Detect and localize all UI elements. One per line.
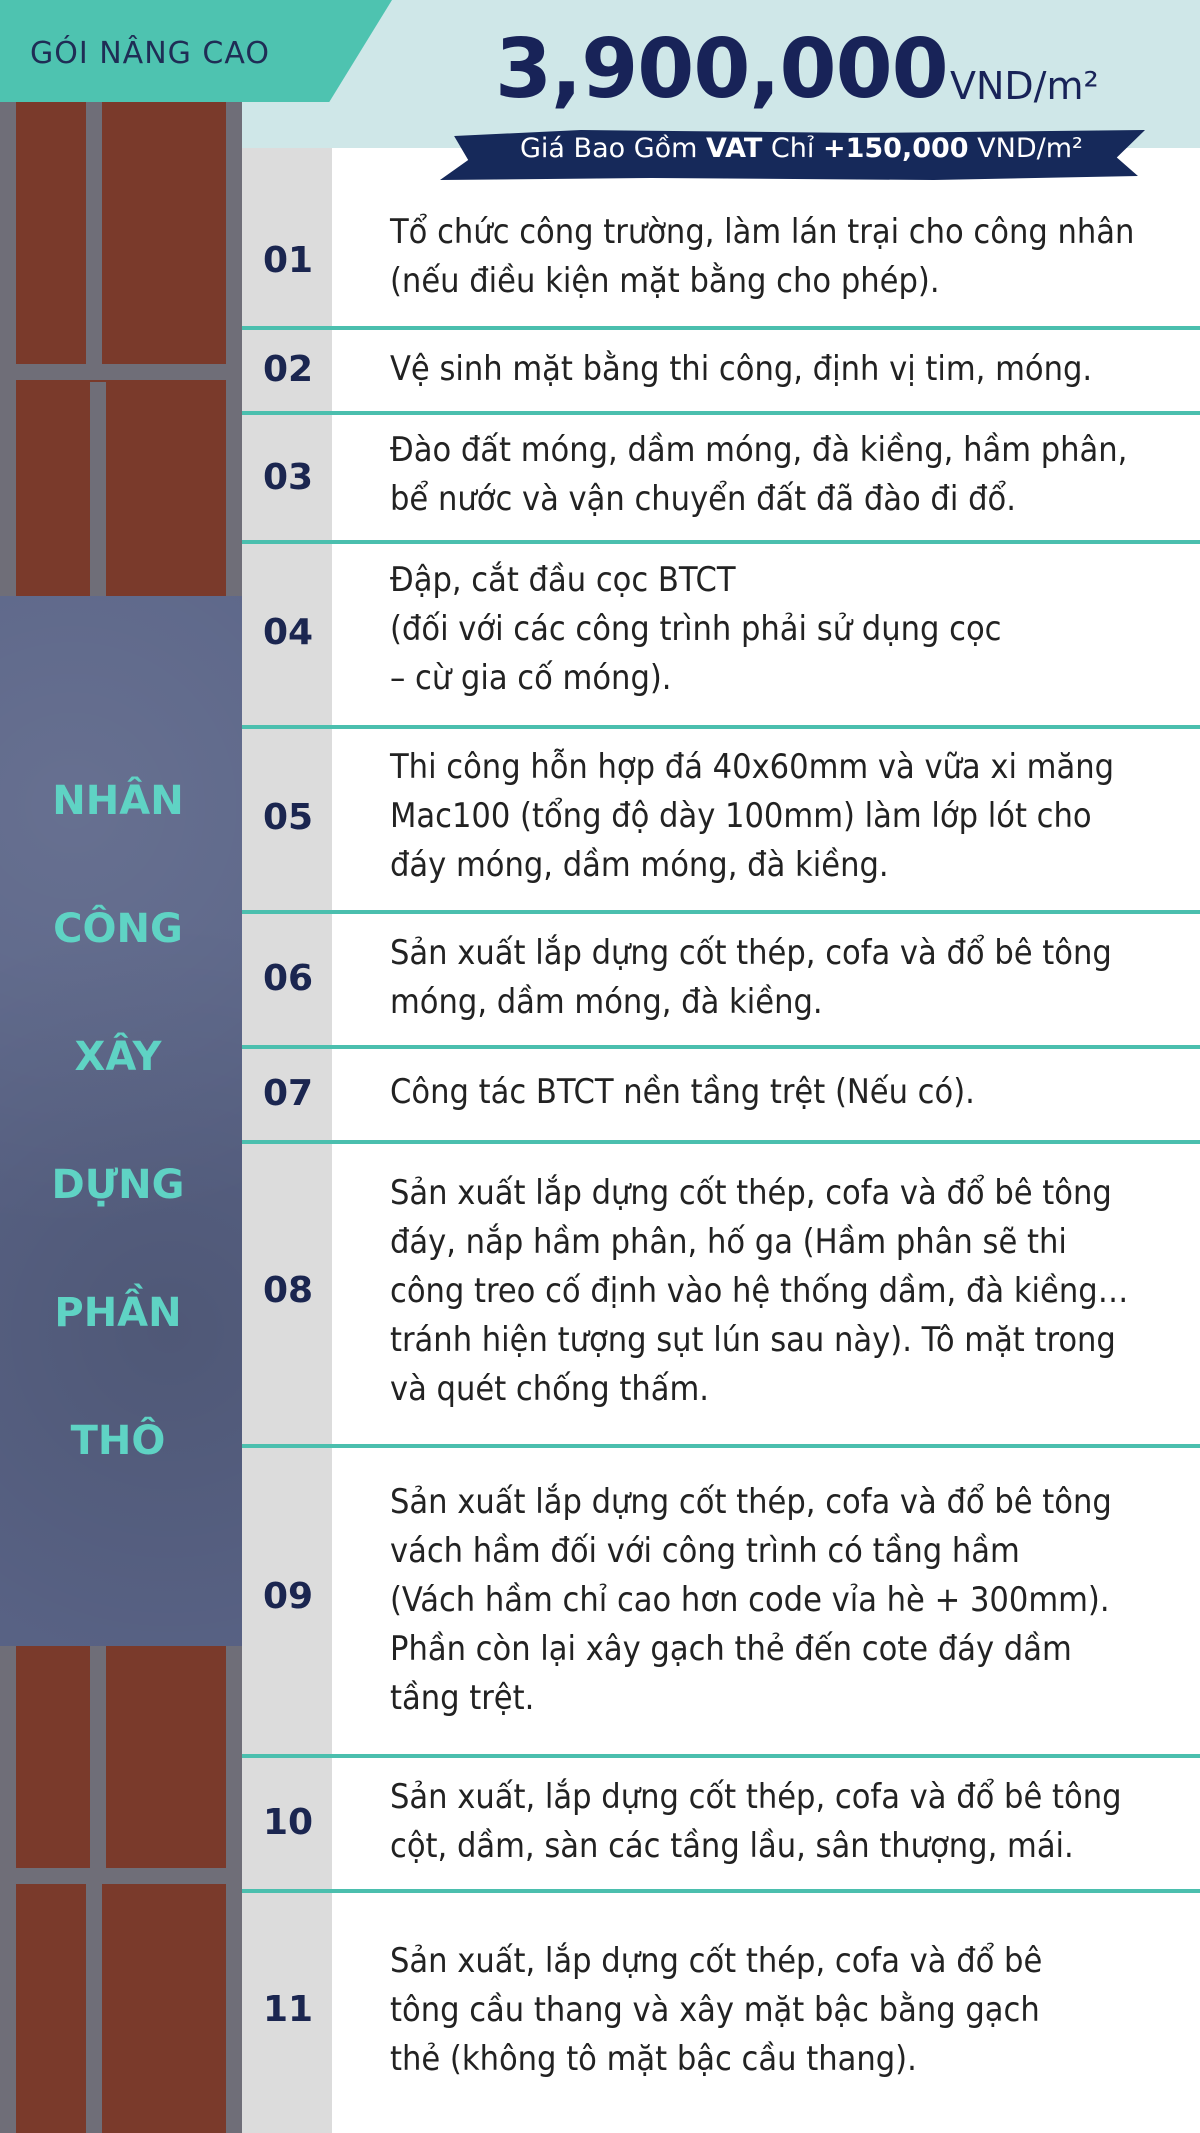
mortar-joint xyxy=(0,364,242,380)
list-item xyxy=(242,1448,1200,1754)
list-item xyxy=(242,544,1200,726)
item-number: 10 xyxy=(262,1802,314,1843)
vat-note-suffix: VND/m² xyxy=(968,133,1083,164)
mortar-joint xyxy=(226,1646,242,2133)
item-number: 09 xyxy=(262,1576,314,1617)
vat-note-vat: VAT xyxy=(706,133,763,164)
mortar-joint xyxy=(90,1646,106,1876)
mortar-joint xyxy=(0,102,16,596)
mortar-joint xyxy=(0,1868,242,1884)
item-number: 03 xyxy=(262,457,314,498)
mortar-joint xyxy=(226,102,242,596)
item-text: Đào đất móng, dầm móng, đà kiềng, hầm phân, bể nước và vận chuyển đất đã đào đi đổ. xyxy=(390,430,1128,519)
vat-note-middle: Chỉ xyxy=(762,133,823,164)
price-value: 3,900,000 xyxy=(495,22,948,117)
package-label: GÓI NÂNG CAO xyxy=(30,36,270,71)
item-text: Vệ sinh mặt bằng thi công, định vị tim, móng. xyxy=(390,349,1093,389)
list-item xyxy=(242,1758,1200,1890)
list-item xyxy=(242,1144,1200,1444)
item-number: 11 xyxy=(262,1989,314,2030)
item-text: Thi công hỗn hợp đá 40x60mm và vữa xi măng Mac100 (tổng độ dày 100mm) làm lớp lót cho đáy móng, dầm móng, đà kiềng. xyxy=(390,747,1115,885)
item-text: Sản xuất, lắp dựng cốt thép, cofa và đổ bê tông cột, dầm, sàn các tầng lầu, sân thượng, mái. xyxy=(390,1777,1122,1866)
vat-note-prefix: Giá Bao Gồm xyxy=(520,133,707,164)
item-text: Tổ chức công trường, làm lán trại cho công nhân (nếu điều kiện mặt bằng cho phép). xyxy=(390,212,1135,301)
side-title-word: XÂY xyxy=(74,1034,162,1080)
item-number: 01 xyxy=(262,240,314,281)
mortar-joint xyxy=(86,102,102,372)
item-text: Đập, cắt đầu cọc BTCT (đối với các công trình phải sử dụng cọc – cừ gia cố móng). xyxy=(390,560,1002,698)
item-number: 02 xyxy=(262,349,314,390)
item-text: Sản xuất lắp dựng cốt thép, cofa và đổ bê tông móng, dầm móng, đà kiềng. xyxy=(390,933,1112,1022)
item-text: Sản xuất, lắp dựng cốt thép, cofa và đổ bê tông cầu thang và xây mặt bậc bằng gạch thẻ (không tô mặt bậc cầu thang). xyxy=(390,1941,1043,2079)
vat-note-amount: +150,000 xyxy=(822,133,969,164)
list-item xyxy=(242,914,1200,1046)
side-title-word: NHÂN xyxy=(52,778,184,824)
list-item xyxy=(242,1049,1200,1141)
list-item xyxy=(242,415,1200,541)
list-item xyxy=(242,148,1200,328)
item-number: 07 xyxy=(262,1073,314,1114)
list-item xyxy=(242,330,1200,412)
mortar-joint xyxy=(86,1884,102,2133)
side-title-word: PHẦN xyxy=(54,1290,182,1336)
mortar-joint xyxy=(90,382,106,596)
item-number: 04 xyxy=(262,612,314,653)
side-title-word: DỰNG xyxy=(51,1162,185,1208)
item-text: Sản xuất lắp dựng cốt thép, cofa và đổ bê tông đáy, nắp hầm phân, hố ga (Hầm phân sẽ thi công treo cố định vào hệ thống dầm, đà kiềng… tránh hiện tượng sụt lún sau này). Tô mặt trong và quét chống thấm. xyxy=(390,1173,1129,1409)
item-text: Công tác BTCT nền tầng trệt (Nếu có). xyxy=(390,1072,975,1112)
side-title-word: THÔ xyxy=(70,1418,166,1464)
brick-wall-panel xyxy=(0,102,242,2133)
mortar-joint xyxy=(0,1646,16,2133)
side-title-word: CÔNG xyxy=(53,906,183,952)
item-number: 08 xyxy=(262,1270,314,1311)
mortar-area xyxy=(0,596,242,1646)
list-item xyxy=(242,729,1200,911)
item-number: 05 xyxy=(262,797,314,838)
price-unit: VND/m² xyxy=(950,64,1099,108)
item-number: 06 xyxy=(262,958,314,999)
list-item xyxy=(242,1893,1200,2133)
item-text: Sản xuất lắp dựng cốt thép, cofa và đổ bê tông vách hầm đối với công trình có tầng hầm (Vách hầm chỉ cao hơn code vỉa hè + 300mm). Phần còn lại xây gạch thẻ đến cote đáy dầm tầng trệt. xyxy=(390,1482,1112,1718)
